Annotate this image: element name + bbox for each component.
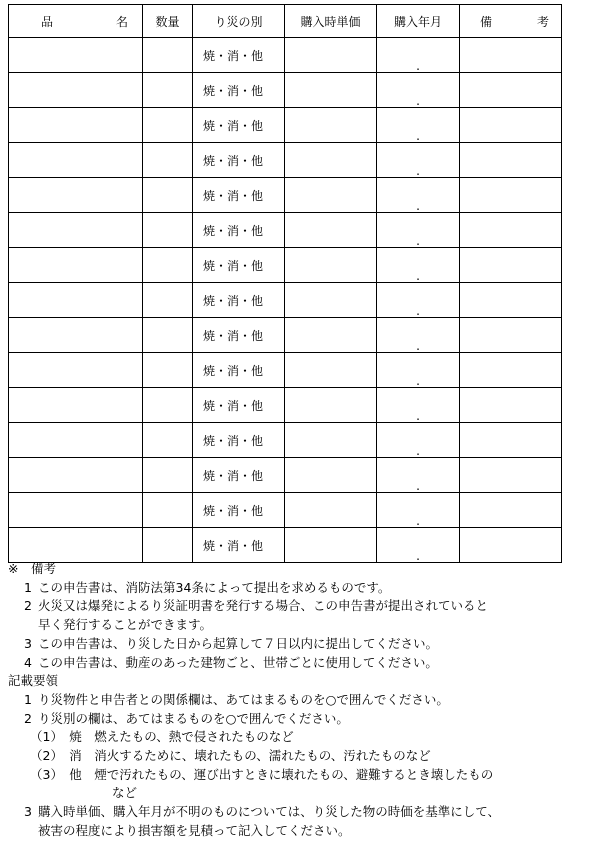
item-name-cell[interactable] xyxy=(9,318,143,353)
item-text: 被害の程度により損害額を見積って記入してください。 xyxy=(38,822,351,838)
item-name-cell[interactable] xyxy=(9,143,143,178)
remarks-cell[interactable] xyxy=(460,213,562,248)
item-number: 1 xyxy=(24,691,32,707)
item-name-cell[interactable] xyxy=(9,213,143,248)
remarks-cell[interactable] xyxy=(460,318,562,353)
table-row xyxy=(9,353,562,388)
purchase-date-cell[interactable]: . xyxy=(377,528,460,563)
header-remarks xyxy=(460,5,562,38)
quantity-cell[interactable] xyxy=(143,493,193,528)
item-name-cell[interactable] xyxy=(9,388,143,423)
item-name-cell[interactable] xyxy=(9,248,143,283)
purchase-date-cell[interactable]: . xyxy=(377,248,460,283)
quantity-cell[interactable] xyxy=(143,528,193,563)
item-text: （2） 消 消火するために、壊れたもの、濡れたもの、汚れたものなど xyxy=(30,748,431,764)
instructions-item xyxy=(8,710,584,729)
quantity-cell[interactable] xyxy=(143,143,193,178)
header-unit-price: 購入時単価 xyxy=(285,5,377,38)
damage-type-cell[interactable]: 焼・消・他 xyxy=(193,73,285,108)
quantity-cell[interactable] xyxy=(143,38,193,73)
item-text: 火災又は爆発によるり災証明書を発行する場合、この申告書が提出されていると xyxy=(38,598,489,614)
remarks-item xyxy=(8,579,584,598)
instructions-item xyxy=(8,691,584,710)
damage-type-cell[interactable]: 焼・消・他 xyxy=(193,213,285,248)
damage-declaration-table xyxy=(8,4,562,563)
table-row xyxy=(9,73,562,108)
item-name-cell[interactable] xyxy=(9,353,143,388)
header-item-name xyxy=(9,5,143,38)
quantity-cell[interactable] xyxy=(143,458,193,493)
header-row xyxy=(9,5,562,38)
item-text: （1） 焼 燃えたもの、熱で侵されたものなど xyxy=(30,729,294,745)
purchase-date-cell[interactable]: . xyxy=(377,73,460,108)
damage-type-cell[interactable]: 焼・消・他 xyxy=(193,283,285,318)
damage-type-cell[interactable]: 焼・消・他 xyxy=(193,178,285,213)
remarks-heading: ※ 備考 xyxy=(8,561,56,576)
remarks-cell[interactable] xyxy=(460,423,562,458)
quantity-cell[interactable] xyxy=(143,423,193,458)
table-row xyxy=(9,213,562,248)
item-text: この申告書は、り災した日から起算して７日以内に提出してください。 xyxy=(38,635,439,651)
item-number: 2 xyxy=(24,598,32,614)
damage-type-cell[interactable]: 焼・消・他 xyxy=(193,423,285,458)
item-name-cell[interactable] xyxy=(9,178,143,213)
damage-type-subitem xyxy=(8,766,584,785)
table-row xyxy=(9,283,562,318)
instructions-item xyxy=(8,803,584,822)
notes-section xyxy=(8,560,584,841)
item-number: 3 xyxy=(24,635,32,651)
damage-type-subitem xyxy=(8,728,584,747)
damage-type-cell[interactable]: 焼・消・他 xyxy=(193,318,285,353)
purchase-date-cell[interactable]: . xyxy=(377,458,460,493)
purchase-date-cell[interactable]: . xyxy=(377,283,460,318)
unit-price-cell[interactable] xyxy=(285,283,377,318)
purchase-date-cell[interactable]: . xyxy=(377,353,460,388)
header-purchase-date: 購入年月 xyxy=(377,5,460,38)
unit-price-cell[interactable] xyxy=(285,458,377,493)
quantity-cell[interactable] xyxy=(143,213,193,248)
item-name-cell[interactable] xyxy=(9,493,143,528)
item-name-cell[interactable] xyxy=(9,283,143,318)
damage-type-cell[interactable]: 焼・消・他 xyxy=(193,493,285,528)
table-row xyxy=(9,493,562,528)
remarks-cell[interactable] xyxy=(460,73,562,108)
item-text: など xyxy=(112,785,138,801)
table-row xyxy=(9,423,562,458)
item-name-cell[interactable] xyxy=(9,38,143,73)
damage-type-subitem-continuation xyxy=(8,784,584,803)
table-row xyxy=(9,143,562,178)
instructions-heading: 記載要領 xyxy=(8,673,59,689)
quantity-cell[interactable] xyxy=(143,318,193,353)
damage-type-cell[interactable]: 焼・消・他 xyxy=(193,38,285,73)
table-row xyxy=(9,38,562,73)
instructions-list xyxy=(8,691,584,728)
table-row xyxy=(9,248,562,283)
quantity-cell[interactable] xyxy=(143,73,193,108)
purchase-date-cell[interactable]: . xyxy=(377,38,460,73)
quantity-cell[interactable] xyxy=(143,353,193,388)
quantity-cell[interactable] xyxy=(143,388,193,423)
remarks-cell[interactable] xyxy=(460,108,562,143)
damage-type-cell[interactable]: 焼・消・他 xyxy=(193,388,285,423)
table-body xyxy=(9,38,562,563)
header-remarks-char-2: 考 xyxy=(536,14,549,29)
purchase-date-cell[interactable]: . xyxy=(377,108,460,143)
item-text: 購入時単価、購入年月が不明のものについては、り災した物の時価を基準にして、 xyxy=(38,804,501,820)
table-row xyxy=(9,528,562,563)
purchase-date-cell[interactable]: . xyxy=(377,423,460,458)
item-text: この申告書は、消防法第34条によって提出を求めるものです。 xyxy=(38,579,391,595)
quantity-cell[interactable] xyxy=(143,108,193,143)
remarks-cell[interactable] xyxy=(460,283,562,318)
item-number: 1 xyxy=(24,579,32,595)
remarks-item xyxy=(8,597,584,616)
header-quantity: 数量 xyxy=(143,5,193,38)
remarks-cell[interactable] xyxy=(460,388,562,423)
header-damage-type: り災の別 xyxy=(193,5,285,38)
item-name-cell[interactable] xyxy=(9,108,143,143)
quantity-cell[interactable] xyxy=(143,283,193,318)
purchase-date-cell[interactable]: . xyxy=(377,318,460,353)
item-number: 3 xyxy=(24,804,32,820)
table-row xyxy=(9,458,562,493)
purchase-date-cell[interactable]: . xyxy=(377,388,460,423)
unit-price-cell[interactable] xyxy=(285,108,377,143)
remarks-cell[interactable] xyxy=(460,493,562,528)
table-row xyxy=(9,108,562,143)
unit-price-cell[interactable] xyxy=(285,353,377,388)
instructions-list-item-3 xyxy=(8,803,584,840)
unit-price-cell[interactable] xyxy=(285,178,377,213)
remarks-item-continuation xyxy=(8,616,584,635)
quantity-cell[interactable] xyxy=(143,248,193,283)
purchase-date-cell[interactable]: . xyxy=(377,178,460,213)
remarks-cell[interactable] xyxy=(460,248,562,283)
purchase-date-cell[interactable]: . xyxy=(377,213,460,248)
header-item-name-char-1: 品 xyxy=(41,14,54,29)
remarks-cell[interactable] xyxy=(460,178,562,213)
damage-type-cell[interactable]: 焼・消・他 xyxy=(193,528,285,563)
item-text: この申告書は、動産のあった建物ごと、世帯ごとに使用してください。 xyxy=(38,654,438,670)
remarks-list xyxy=(8,579,584,673)
damage-type-cell[interactable]: 焼・消・他 xyxy=(193,108,285,143)
table-row xyxy=(9,388,562,423)
remarks-cell[interactable] xyxy=(460,143,562,178)
purchase-date-cell[interactable]: . xyxy=(377,493,460,528)
purchase-date-cell[interactable]: . xyxy=(377,143,460,178)
quantity-cell[interactable] xyxy=(143,178,193,213)
item-name-cell[interactable] xyxy=(9,458,143,493)
damage-type-sublist xyxy=(8,728,584,803)
remarks-cell[interactable] xyxy=(460,38,562,73)
item-name-cell[interactable] xyxy=(9,528,143,563)
item-text: り災物件と申告者との関係欄は、あてはまるものを○で囲んでください。 xyxy=(38,691,449,707)
header-item-name-char-2: 名 xyxy=(115,14,128,29)
item-text: （3） 他 煙で汚れたもの、運び出すときに壊れたもの、避難するとき壊したもの xyxy=(30,766,494,782)
unit-price-cell[interactable] xyxy=(285,318,377,353)
unit-price-cell[interactable] xyxy=(285,73,377,108)
unit-price-cell[interactable] xyxy=(285,213,377,248)
damage-type-cell[interactable]: 焼・消・他 xyxy=(193,458,285,493)
item-number: 4 xyxy=(24,654,32,670)
unit-price-cell[interactable] xyxy=(285,38,377,73)
unit-price-cell[interactable] xyxy=(285,143,377,178)
item-text: 早く発行することができます。 xyxy=(38,617,213,633)
item-name-cell[interactable] xyxy=(9,423,143,458)
item-name-cell[interactable] xyxy=(9,73,143,108)
unit-price-cell[interactable] xyxy=(285,248,377,283)
remarks-cell[interactable] xyxy=(460,458,562,493)
instructions-item-continuation xyxy=(8,822,584,841)
remarks-item xyxy=(8,635,584,654)
remarks-cell[interactable] xyxy=(460,353,562,388)
remarks-cell[interactable] xyxy=(460,528,562,563)
item-text: り災別の欄は、あてはまるものを○で囲んでください。 xyxy=(38,710,349,726)
unit-price-cell[interactable] xyxy=(285,423,377,458)
damage-type-cell[interactable]: 焼・消・他 xyxy=(193,248,285,283)
unit-price-cell[interactable] xyxy=(285,493,377,528)
header-remarks-char-1: 備 xyxy=(480,14,493,29)
damage-type-subitem xyxy=(8,747,584,766)
item-number: 2 xyxy=(24,710,32,726)
unit-price-cell[interactable] xyxy=(285,388,377,423)
damage-type-cell[interactable]: 焼・消・他 xyxy=(193,143,285,178)
remarks-item xyxy=(8,654,584,673)
table-row xyxy=(9,178,562,213)
damage-type-cell[interactable]: 焼・消・他 xyxy=(193,353,285,388)
unit-price-cell[interactable] xyxy=(285,528,377,563)
table-row xyxy=(9,318,562,353)
